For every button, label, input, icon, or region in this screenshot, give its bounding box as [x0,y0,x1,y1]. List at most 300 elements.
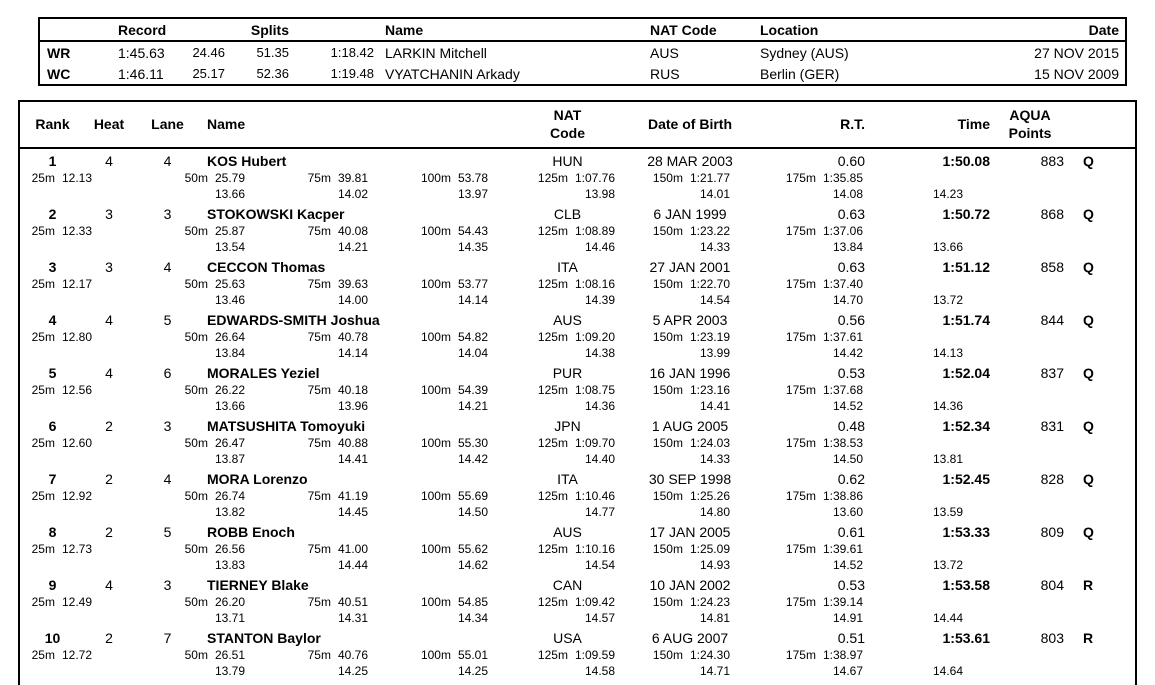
results-header-nat-line2: Code [550,124,585,141]
lap-75m: 14.00 [337,293,368,307]
results-header-points-line2: Points [1008,124,1052,141]
split-25m: 25m 12.73 [31,542,92,556]
lap-150m: 14.01 [699,187,730,201]
heat: 4 [105,364,113,381]
record-split-100: 51.35 [256,45,289,60]
lap-75m: 14.45 [337,505,368,519]
result-row [20,414,1135,467]
final-time: 1:52.34 [942,417,990,434]
result-main-line [20,575,1135,594]
cumulative-splits-line [20,223,1135,239]
lap-blank [20,239,92,255]
records-header-name: Name [385,21,424,38]
heat: 3 [105,258,113,275]
lap-200m: 14.36 [932,399,963,413]
lap-150m: 14.81 [699,611,730,625]
nat-code: HUN [552,152,583,169]
split-75m: 75m 40.76 [307,648,368,662]
qualification-flag: Q [1083,311,1094,328]
split-200m-blank [863,541,963,557]
lap-blank [20,186,92,202]
reaction-time: 0.60 [837,152,865,169]
split-200m-blank [863,435,963,451]
nat-code: ITA [557,470,578,487]
results-header-time: Time [957,115,990,132]
swimmer-name: STOKOWSKI Kacper [207,205,345,222]
split-50m: 50m 26.47 [184,436,245,450]
result-row [20,149,1135,202]
lap-times-line [20,504,1135,520]
lap-150m: 14.93 [699,558,730,572]
split-175m: 175m 1:39.14 [785,595,863,609]
final-time: 1:52.04 [942,364,990,381]
final-time: 1:53.33 [942,523,990,540]
split-200m-blank [863,223,963,239]
lap-blank [20,292,92,308]
rank: 5 [48,364,57,381]
split-75m: 75m 40.18 [307,383,368,397]
qualification-flag: Q [1083,205,1094,222]
lap-175m: 14.52 [832,399,863,413]
lap-100m: 14.04 [457,346,488,360]
final-time: 1:53.58 [942,576,990,593]
reaction-time: 0.48 [837,417,865,434]
record-split-150: 1:19.48 [330,66,374,81]
nat-code: AUS [553,523,582,540]
split-100m: 100m 55.69 [420,489,488,503]
lap-125m: 14.36 [584,399,615,413]
split-150m: 150m 1:22.70 [652,277,730,291]
split-150m: 150m 1:24.03 [652,436,730,450]
split-100m: 100m 55.30 [420,436,488,450]
lap-175m: 14.91 [832,611,863,625]
split-100m: 100m 54.85 [420,595,488,609]
lap-100m: 14.25 [457,664,488,678]
lap-times-line [20,186,1135,202]
lap-times-line [20,451,1135,467]
result-row [20,467,1135,520]
date-of-birth: 6 JAN 1999 [653,205,727,222]
date-of-birth: 5 APR 2003 [652,311,728,328]
lap-175m: 14.50 [832,452,863,466]
lap-200m: 13.72 [932,293,963,307]
aqua-points: 804 [1040,576,1064,593]
split-100m: 100m 55.62 [420,542,488,556]
results-header-lane: Lane [151,115,184,132]
records-header-location: Location [760,21,819,38]
record-nat-code: AUS [650,44,679,61]
record-split-50: 25.17 [192,66,225,81]
result-main-line [20,363,1135,382]
nat-code: CLB [553,205,582,222]
split-200m-blank [863,329,963,345]
lap-blank [20,451,92,467]
lap-125m: 14.77 [584,505,615,519]
rank: 7 [48,470,57,487]
split-100m: 100m 54.39 [420,383,488,397]
heat: 2 [105,470,113,487]
record-split-50: 24.46 [192,45,225,60]
split-25m: 25m 12.17 [31,277,92,291]
lap-125m: 14.39 [584,293,615,307]
reaction-time: 0.62 [837,470,865,487]
aqua-points: 858 [1040,258,1064,275]
cumulative-splits-line [20,488,1135,504]
lane: 5 [163,311,172,328]
lap-75m: 14.21 [337,240,368,254]
split-150m: 150m 1:23.16 [652,383,730,397]
record-row-wc [40,63,1125,84]
split-25m: 25m 12.80 [31,330,92,344]
lap-50m: 13.83 [214,558,245,572]
split-150m: 150m 1:24.23 [652,595,730,609]
split-100m: 100m 54.43 [420,224,488,238]
date-of-birth: 27 JAN 2001 [649,258,731,275]
results-header-name: Name [207,115,246,132]
lap-175m: 14.70 [832,293,863,307]
lap-blank [20,610,92,626]
lap-200m: 14.13 [932,346,963,360]
split-75m: 75m 39.81 [307,171,368,185]
result-row [20,308,1135,361]
record-row-wr [40,42,1125,63]
qualification-flag: Q [1083,470,1094,487]
rank: 6 [48,417,57,434]
split-50m: 50m 26.74 [184,489,245,503]
heat: 4 [105,152,113,169]
reaction-time: 0.53 [837,576,865,593]
result-row [20,626,1135,679]
split-50m: 50m 26.51 [184,648,245,662]
nat-code: CAN [552,576,583,593]
heat: 4 [105,576,113,593]
split-175m: 175m 1:38.97 [785,648,863,662]
result-main-line [20,310,1135,329]
lap-50m: 13.84 [214,346,245,360]
cumulative-splits-line [20,382,1135,398]
lap-times-line [20,292,1135,308]
lap-150m: 14.33 [699,452,730,466]
lane: 4 [163,258,172,275]
split-125m: 125m 1:08.75 [537,383,615,397]
result-main-line [20,522,1135,541]
qualification-flag: R [1083,629,1094,646]
results-header-heat: Heat [93,115,125,132]
split-200m-blank [863,488,963,504]
nat-code: AUS [553,311,582,328]
swimmer-name: ROBB Enoch [207,523,295,540]
aqua-points: 828 [1040,470,1064,487]
reaction-time: 0.53 [837,364,865,381]
lap-175m: 13.84 [832,240,863,254]
lap-100m: 14.21 [457,399,488,413]
split-150m: 150m 1:23.22 [652,224,730,238]
split-200m-blank [863,594,963,610]
split-50m: 50m 26.64 [184,330,245,344]
lap-blank [20,557,92,573]
result-main-line [20,628,1135,647]
lap-125m: 14.58 [584,664,615,678]
lap-50m: 13.54 [214,240,245,254]
split-25m: 25m 12.60 [31,436,92,450]
lap-times-line [20,345,1135,361]
records-table [38,17,1127,86]
split-75m: 75m 39.63 [307,277,368,291]
split-175m: 175m 1:37.68 [785,383,863,397]
swimmer-name: EDWARDS-SMITH Joshua [207,311,380,328]
results-header-nat-code [520,107,615,142]
split-125m: 125m 1:08.16 [537,277,615,291]
records-header-splits: Splits [250,21,289,38]
lap-times-line [20,398,1135,414]
lap-100m: 14.35 [457,240,488,254]
lap-125m: 13.98 [584,187,615,201]
record-location: Sydney (AUS) [760,44,849,61]
record-split-100: 52.36 [256,66,289,81]
final-time: 1:52.45 [942,470,990,487]
split-150m: 150m 1:25.09 [652,542,730,556]
lap-times-line [20,557,1135,573]
heat: 3 [105,205,113,222]
aqua-points: 883 [1040,152,1064,169]
swimmer-name: KOS Hubert [207,152,287,169]
result-main-line [20,257,1135,276]
swimmer-name: TIERNEY Blake [207,576,309,593]
final-time: 1:50.72 [942,205,990,222]
split-75m: 75m 40.08 [307,224,368,238]
cumulative-splits-line [20,170,1135,186]
lap-150m: 14.80 [699,505,730,519]
reaction-time: 0.63 [837,205,865,222]
heat: 4 [105,311,113,328]
lap-100m: 14.50 [457,505,488,519]
cumulative-splits-line [20,329,1135,345]
qualification-flag: Q [1083,417,1094,434]
heat: 2 [105,523,113,540]
record-code: WR [47,44,71,61]
lap-100m: 13.97 [457,187,488,201]
cumulative-splits-line [20,435,1135,451]
records-header-row [40,19,1125,42]
lap-175m: 14.52 [832,558,863,572]
lap-125m: 14.46 [584,240,615,254]
split-25m: 25m 12.56 [31,383,92,397]
lap-200m: 14.64 [932,664,963,678]
lap-175m: 13.60 [832,505,863,519]
split-25m: 25m 12.72 [31,648,92,662]
results-table [18,100,1137,685]
qualification-flag: Q [1083,364,1094,381]
record-time: 1:45.63 [118,44,165,61]
results-header-aqua-points [990,107,1070,142]
result-row [20,520,1135,573]
split-75m: 75m 40.78 [307,330,368,344]
split-25m: 25m 12.49 [31,595,92,609]
record-location: Berlin (GER) [760,65,840,82]
lap-125m: 14.40 [584,452,615,466]
lap-175m: 14.67 [832,664,863,678]
final-time: 1:50.08 [942,152,990,169]
record-holder-name: VYATCHANIN Arkady [385,65,520,82]
lane: 4 [163,470,172,487]
lap-50m: 13.87 [214,452,245,466]
split-125m: 125m 1:09.59 [537,648,615,662]
lane: 7 [163,629,172,646]
record-date: 15 NOV 2009 [1034,65,1119,82]
date-of-birth: 1 AUG 2005 [651,417,729,434]
record-date: 27 NOV 2015 [1034,44,1119,61]
cumulative-splits-line [20,647,1135,663]
result-row [20,361,1135,414]
swimmer-name: MORA Lorenzo [207,470,308,487]
heat: 2 [105,629,113,646]
swimmer-name: CECCON Thomas [207,258,326,275]
nat-code: USA [553,629,582,646]
rank: 1 [48,152,57,169]
lap-50m: 13.71 [214,611,245,625]
split-125m: 125m 1:09.42 [537,595,615,609]
lane: 3 [163,417,172,434]
swimmer-name: MATSUSHITA Tomoyuki [207,417,366,434]
lap-100m: 14.14 [457,293,488,307]
records-header-record: Record [118,21,167,38]
split-100m: 100m 54.82 [420,330,488,344]
lap-blank [20,663,92,679]
record-holder-name: LARKIN Mitchell [385,44,487,61]
split-150m: 150m 1:25.26 [652,489,730,503]
split-175m: 175m 1:37.61 [785,330,863,344]
final-time: 1:51.12 [942,258,990,275]
lap-75m: 14.44 [337,558,368,572]
aqua-points: 868 [1040,205,1064,222]
split-125m: 125m 1:09.70 [537,436,615,450]
split-100m: 100m 55.01 [420,648,488,662]
qualification-flag: Q [1083,258,1094,275]
date-of-birth: 10 JAN 2002 [649,576,731,593]
split-50m: 50m 25.87 [184,224,245,238]
lap-150m: 13.99 [699,346,730,360]
record-code: WC [47,65,71,82]
split-50m: 50m 26.22 [184,383,245,397]
date-of-birth: 16 JAN 1996 [649,364,731,381]
split-175m: 175m 1:38.53 [785,436,863,450]
qualification-flag: Q [1083,152,1094,169]
split-175m: 175m 1:37.40 [785,277,863,291]
lap-blank [20,345,92,361]
swimmer-name: STANTON Baylor [207,629,321,646]
lap-200m: 13.81 [932,452,963,466]
lap-50m: 13.82 [214,505,245,519]
lap-50m: 13.46 [214,293,245,307]
lap-200m: 13.59 [932,505,963,519]
aqua-points: 837 [1040,364,1064,381]
date-of-birth: 28 MAR 2003 [647,152,733,169]
lane: 4 [163,152,172,169]
results-header-dob: Date of Birth [648,115,732,132]
lap-100m: 14.34 [457,611,488,625]
date-of-birth: 30 SEP 1998 [648,470,732,487]
lap-100m: 14.42 [457,452,488,466]
lap-75m: 13.96 [337,399,368,413]
split-175m: 175m 1:35.85 [785,171,863,185]
lap-times-line [20,663,1135,679]
results-header-rt: R.T. [840,115,865,132]
nat-code: ITA [557,258,578,275]
split-200m-blank [863,382,963,398]
split-25m: 25m 12.92 [31,489,92,503]
results-rows [20,149,1135,679]
rank: 8 [48,523,57,540]
lap-75m: 14.02 [337,187,368,201]
records-header-nat-code: NAT Code [650,21,717,38]
result-main-line [20,204,1135,223]
split-100m: 100m 53.77 [420,277,488,291]
lap-50m: 13.66 [214,399,245,413]
final-time: 1:53.61 [942,629,990,646]
split-125m: 125m 1:09.20 [537,330,615,344]
split-200m-blank [863,647,963,663]
rank: 10 [44,629,61,646]
lap-200m: 13.66 [932,240,963,254]
result-row [20,573,1135,626]
lap-75m: 14.14 [337,346,368,360]
lap-150m: 14.71 [699,664,730,678]
split-75m: 75m 41.19 [307,489,368,503]
reaction-time: 0.63 [837,258,865,275]
record-time: 1:46.11 [118,65,164,82]
date-of-birth: 6 AUG 2007 [651,629,729,646]
aqua-points: 803 [1040,629,1064,646]
lap-50m: 13.66 [214,187,245,201]
result-main-line [20,151,1135,170]
aqua-points: 809 [1040,523,1064,540]
lap-150m: 14.33 [699,240,730,254]
results-header-rank: Rank [35,115,70,132]
nat-code: PUR [552,364,583,381]
lane: 6 [163,364,172,381]
split-75m: 75m 40.88 [307,436,368,450]
cumulative-splits-line [20,541,1135,557]
aqua-points: 831 [1040,417,1064,434]
split-150m: 150m 1:24.30 [652,648,730,662]
lap-75m: 14.31 [337,611,368,625]
split-125m: 125m 1:07.76 [537,171,615,185]
rank: 3 [48,258,57,275]
split-75m: 75m 40.51 [307,595,368,609]
lap-175m: 14.42 [832,346,863,360]
split-175m: 175m 1:38.86 [785,489,863,503]
lap-100m: 14.62 [457,558,488,572]
rank: 2 [48,205,57,222]
split-50m: 50m 25.79 [184,171,245,185]
lap-150m: 14.41 [699,399,730,413]
split-25m: 25m 12.33 [31,224,92,238]
lane: 5 [163,523,172,540]
split-100m: 100m 53.78 [420,171,488,185]
final-time: 1:51.74 [942,311,990,328]
lap-150m: 14.54 [699,293,730,307]
split-200m-blank [863,276,963,292]
lap-blank [20,398,92,414]
result-main-line [20,469,1135,488]
lane: 3 [163,205,172,222]
lap-200m: 14.23 [932,187,963,201]
split-175m: 175m 1:37.06 [785,224,863,238]
nat-code: JPN [554,417,581,434]
cumulative-splits-line [20,276,1135,292]
results-header-nat-line1: NAT [553,107,582,123]
lane: 3 [163,576,172,593]
